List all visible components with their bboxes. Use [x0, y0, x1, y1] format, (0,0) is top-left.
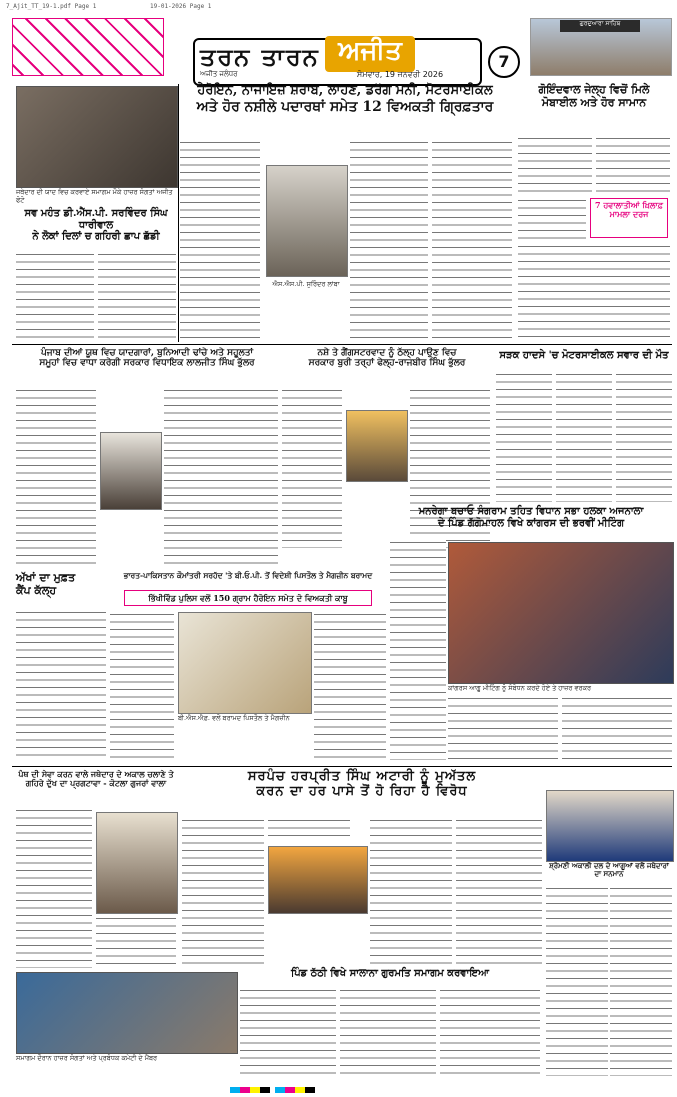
drugs-small-photo	[346, 410, 408, 482]
top-left-caption: ਜਥੇਦਾਰ ਦੀ ਯਾਦ ਵਿਚ ਕਰਵਾਏ ਸਮਾਗਮ ਮੌਕੇ ਹਾਜ਼ਰ ਸੰਗਤਾਂ ਅਜੀਤ ਫੋਟੋ	[16, 188, 173, 204]
pistol-photo	[178, 612, 312, 714]
accident-body-3	[616, 372, 672, 502]
pistol-body-1	[110, 612, 174, 762]
sarpanch-headline: ਸਰਪੰਚ ਹਰਪ੍ਰੀਤ ਸਿੰਘ ਅਟਾਰੀ ਨੂੰ ਮੁਅੱਤਲ ਕਰਨ ਦਾ ਹਰ ਪਾਸੇ ਤੋਂ ਹੋ ਰਿਹਾ ਹੈ ਵਿਰੋਧ	[247, 769, 477, 799]
bottom-left-photo	[16, 972, 238, 1054]
print-info-right: 19-01-2026 Page 1	[150, 3, 212, 10]
schools-body-1	[16, 388, 96, 568]
print-info-left: 7_Ajit_TT_19-1.pdf Page 1	[6, 3, 97, 10]
bottom-right-headline: ਸ਼੍ਰੋਮਣੀ ਅਕਾਲੀ ਦਲ ਦੇ ਆਗੂਆਂ ਵਲੋਂ ਜਥੇਦਾਰਾਂ ਦਾ ਸਨਮਾਨ	[549, 861, 669, 879]
pistol-headline-box	[124, 590, 372, 606]
lead-photo-ssp	[266, 165, 348, 277]
section-divider-2	[12, 766, 672, 767]
gurmat-body-1	[240, 988, 336, 1074]
column-rule	[178, 84, 179, 342]
top-left-credit: ਅਜੀਤ ਫੋਟੋ	[16, 188, 173, 204]
obituary-photo	[96, 812, 178, 914]
masthead-photo-sign: ਗੁਰਦੁਆਰਾ ਸਾਹਿਬ	[560, 20, 640, 32]
top-left-photo	[16, 86, 178, 188]
pistol-headline: ਭਿੱਖੀਵਿੰਡ ਪੁਲਿਸ ਵਲੋਂ 150 ਗ੍ਰਾਮ ਹੈਰੋਇਨ ਸਮੇਤ ਦੋ ਵਿਅਕਤੀ ਕਾਬੂ	[148, 593, 348, 603]
section-divider	[12, 344, 672, 345]
eye-camp-headline: ਅੱਖਾਂ ਦਾ ਮੁਫ਼ਤ ਕੈਂਪ ਕੱਲ੍ਹ	[16, 571, 76, 597]
sarpanch-body-3	[370, 818, 452, 964]
schools-headline: ਪੰਜਾਬ ਦੀਆਂ ਯੂਥ ਵਿਚ ਯਾਦਗਾਰਾਂ, ਬੁਨਿਆਦੀ ਢਾਂਚੇ ਅਤੇ ਸਹੂਲਤਾਂ ਸਮੂਹਾਂ ਵਿਚ ਵਾਧਾ ਕਰੇਗੀ ਸਰਕਾਰ ਵਿਧਾਇਕ ਲਾਲਜੀਤ ਸਿੰਘ ਭੁੱਲਰ	[39, 348, 255, 369]
obituary-headline: ਪੰਥ ਦੀ ਸੇਵਾ ਕਰਨ ਵਾਲੇ ਜਥੇਦਾਰ ਦੇ ਅਕਾਲ ਚਲਾਣੇ ਤੇ ਗਹਿਰੇ ਦੁੱਖ ਦਾ ਪ੍ਰਗਟਾਵਾ - ਕੋਟਲਾ ਗੁਜਰਾਂ ਵਾਲਾ	[18, 769, 174, 789]
top-left-headline: ਸਵ ਮਹੰਤ ਡੀ.ਐੱਸ.ਪੀ. ਸਰਵਿੰਦਰ ਸਿੰਘ ਧਾਰੀਵਾਲ ਨੇ ਲੋਕਾਂ ਦਿਲਾਂ ਚ ਗਹਿਰੀ ਛਾਪ ਛੱਡੀ	[24, 208, 168, 242]
top-left-body-2	[98, 252, 176, 338]
accident-headline: ਸੜਕ ਹਾਦਸੇ 'ਚ ਮੋਟਰਸਾਈਕਲ ਸਵਾਰ ਦੀ ਮੌਤ	[499, 350, 669, 361]
pistol-body-2	[314, 612, 386, 762]
masthead-date: ਸੋਮਵਾਰ, 19 ਜਨਵਰੀ 2026	[356, 70, 444, 79]
jail-highlight-text: 7 ਹਵਾਲਾਤੀਆਂ ਖ਼ਿਲਾਫ਼ ਮਾਮਲਾ ਦਰਜ	[595, 200, 663, 220]
masthead-city: ਤਰਨ ਤਾਰਨ	[200, 42, 320, 71]
pistol-kicker: ਭਾਰਤ-ਪਾਕਿਸਤਾਨ ਕੌਮਾਂਤਰੀ ਸਰਹੱਦ 'ਤੇ ਬੀ.ਓ.ਪੀ. ਤੋਂ ਵਿਦੇਸ਼ੀ ਪਿਸਤੌਲ ਤੇ ਮੈਗਜ਼ੀਨ ਬਰਾਮਦ	[123, 571, 373, 580]
masthead-edition: ਅਜੀਤ ਜਲੰਧਰ	[200, 70, 238, 78]
sarpanch-photo	[268, 846, 368, 914]
masthead-paper-name: ਅਜੀਤ	[325, 36, 415, 72]
gurmat-body-3	[440, 988, 540, 1074]
obituary-body-2	[96, 916, 176, 968]
masthead-pattern	[12, 18, 164, 76]
jail-body-1	[518, 136, 592, 196]
page-number: 7	[488, 46, 520, 78]
sarpanch-body-4	[456, 818, 542, 964]
print-color-bar	[230, 1078, 450, 1086]
bottom-left-caption: ਸਮਾਗਮ ਦੌਰਾਨ ਹਾਜ਼ਰ ਸੰਗਤਾਂ ਅਤੇ ਪ੍ਰਬੰਧਕ ਕਮੇਟੀ ਦੇ ਮੈਂਬਰ	[16, 1054, 158, 1062]
meeting-photo	[448, 542, 674, 684]
meeting-body-1	[390, 540, 446, 760]
eye-camp-body	[16, 610, 106, 760]
meeting-body-3	[562, 696, 672, 762]
top-left-body-1	[16, 252, 94, 338]
sarpanch-body-2	[268, 818, 350, 842]
accident-body-2	[556, 372, 612, 502]
gurmat-headline: ਪਿੰਡ ਠੱਠੀ ਵਿਖੇ ਸਾਲਾਨਾ ਗੁਰਮਤਿ ਸਮਾਗਮ ਕਰਵਾਇਆ	[291, 968, 489, 979]
print-info-strip	[0, 0, 677, 14]
drugs-small-headline: ਨਸ਼ੇ ਤੇ ਗੈਂਗਸਟਰਵਾਦ ਨੂੰ ਠੱਲ੍ਹ ਪਾਉਣ ਵਿਚ ਸਰਕਾਰ ਬੁਰੀ ਤਰ੍ਹਾਂ ਫੇਲ੍ਹ-ਰਾਜਬੀਰ ਸਿੰਘ ਭੁੱਲਰ	[308, 348, 466, 369]
accident-body-1	[496, 372, 552, 502]
lead-photo-caption: ਐਸ.ਐਸ.ਪੀ. ਸੁਰਿੰਦਰ ਲਾਂਬਾ	[272, 280, 340, 288]
lead-body-1	[180, 140, 260, 340]
jail-headline: ਗੋਇੰਦਵਾਲ ਜੇਲ੍ਹ ਵਿਚੋਂ ਮਿਲੇ ਮੋਬਾਈਲ ਅਤੇ ਹੋਰ ਸਾਮਾਨ	[538, 83, 650, 109]
drugs-small-body-1	[282, 388, 342, 548]
jail-body-4	[518, 244, 670, 340]
obituary-body	[16, 808, 92, 968]
schools-body-2	[164, 388, 278, 568]
bottom-right-body-2	[610, 886, 672, 1076]
jail-highlight-box	[590, 198, 668, 238]
schools-photo-mla	[100, 432, 162, 510]
meeting-caption: ਕਾਂਗਰਸ ਆਗੂ ਮੀਟਿੰਗ ਨੂੰ ਸੰਬੋਧਨ ਕਰਦੇ ਹੋਏ ਤੇ ਹਾਜ਼ਰ ਵਰਕਰ	[448, 684, 592, 692]
meeting-headline: ਮਨਰੇਗਾ ਬਚਾਓ ਸੰਗਰਾਮ ਤਹਿਤ ਵਿਧਾਨ ਸਭਾ ਹਲਕਾ ਅਜਨਾਲਾ ਦੇ ਪਿੰਡ ਗੱਗੋਮਾਹਲ ਵਿਖੇ ਕਾਂਗਰਸ ਦੀ ਭਰਵੀਂ ਮੀਟਿੰਗ	[418, 506, 644, 529]
meeting-body-2	[448, 696, 558, 762]
bottom-right-body-1	[546, 886, 608, 1076]
gurmat-body-2	[340, 988, 436, 1074]
lead-body-2	[350, 140, 428, 340]
jail-body-3	[518, 198, 586, 240]
lead-body-3	[432, 140, 512, 340]
jail-body-2	[596, 136, 670, 196]
bottom-right-photo	[546, 790, 674, 862]
sarpanch-body-1	[182, 818, 264, 964]
lead-headline: ਹੈਰੋਇਨ, ਨਾਜਾਇਜ਼ ਸ਼ਰਾਬ, ਲਾਹਣ, ਡਰੱਗ ਮਨੀ, ਮੋਟਰਸਾਈਕਲ ਅਤੇ ਹੋਰ ਨਸ਼ੀਲੇ ਪਦਾਰਥਾਂ ਸਮੇਤ 12 ਵਿਅਕਤੀ ਗ੍ਰਿਫ਼ਤਾਰ	[196, 83, 494, 115]
pistol-caption: ਬੀ.ਐਸ.ਐਫ਼. ਵਲੋਂ ਬਰਾਮਦ ਪਿਸਤੌਲ ਤੇ ਮੈਗਜ਼ੀਨ	[178, 714, 290, 722]
